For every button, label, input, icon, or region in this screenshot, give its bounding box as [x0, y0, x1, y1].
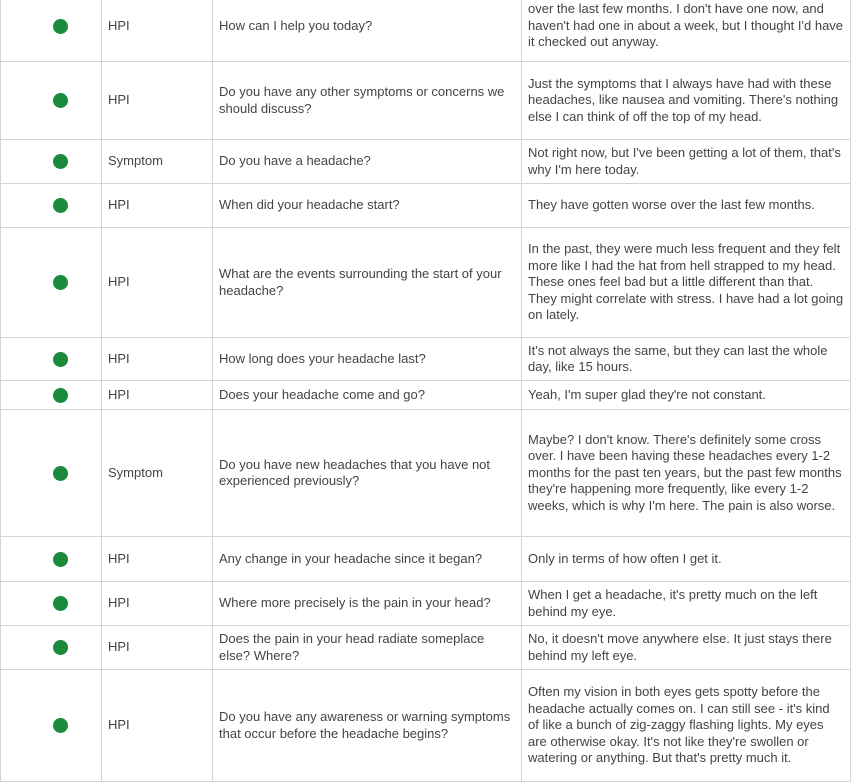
green-dot-icon: [53, 352, 68, 367]
table-row[interactable]: [1, 62, 851, 140]
category-cell: HPI: [102, 381, 213, 410]
table-row[interactable]: [1, 410, 851, 537]
category-cell: HPI: [102, 62, 213, 140]
green-dot-icon: [53, 640, 68, 655]
status-cell: [1, 410, 102, 537]
table-row[interactable]: [1, 626, 851, 670]
question-cell: Does your headache come and go?: [213, 381, 522, 410]
answer-cell: Maybe? I don't know. There's definitely some cross over. I have been having these headaches every 1-2 months for the past ten years, but the past few months they're happening more frequently, like every 1-2 weeks, which is why I'm here. The pain is also worse.: [522, 410, 851, 537]
category-cell: HPI: [102, 0, 213, 62]
green-dot-icon: [53, 596, 68, 611]
category-cell: Symptom: [102, 140, 213, 184]
answer-cell: Just the symptoms that I always have had with these headaches, like nausea and vomiting. There's nothing else I can think of off the top of my head.: [522, 62, 851, 140]
table-row[interactable]: [1, 140, 851, 184]
category-cell: HPI: [102, 582, 213, 626]
status-cell: [1, 140, 102, 184]
question-cell: What are the events surrounding the start of your headache?: [213, 228, 522, 338]
green-dot-icon: [53, 552, 68, 567]
table-row[interactable]: [1, 0, 851, 62]
table-row[interactable]: [1, 381, 851, 410]
status-cell: [1, 184, 102, 228]
table-row[interactable]: [1, 537, 851, 582]
question-cell: Does the pain in your head radiate someplace else? Where?: [213, 626, 522, 670]
green-dot-icon: [53, 275, 68, 290]
category-cell: HPI: [102, 670, 213, 782]
answer-cell: Not right now, but I've been getting a lot of them, that's why I'm here today.: [522, 140, 851, 184]
question-cell: Do you have new headaches that you have not experienced previously?: [213, 410, 522, 537]
category-cell: HPI: [102, 537, 213, 582]
question-cell: Do you have any other symptoms or concerns we should discuss?: [213, 62, 522, 140]
table-row[interactable]: [1, 184, 851, 228]
green-dot-icon: [53, 198, 68, 213]
question-cell: Where more precisely is the pain in your head?: [213, 582, 522, 626]
status-cell: [1, 0, 102, 62]
answer-cell: Yeah, I'm super glad they're not constant.: [522, 381, 851, 410]
question-cell: Do you have a headache?: [213, 140, 522, 184]
table-row[interactable]: [1, 228, 851, 338]
green-dot-icon: [53, 154, 68, 169]
question-cell: When did your headache start?: [213, 184, 522, 228]
green-dot-icon: [53, 19, 68, 34]
status-cell: [1, 582, 102, 626]
question-cell: How long does your headache last?: [213, 338, 522, 381]
category-cell: HPI: [102, 626, 213, 670]
status-cell: [1, 537, 102, 582]
green-dot-icon: [53, 718, 68, 733]
answer-cell: When I get a headache, it's pretty much on the left behind my eye.: [522, 582, 851, 626]
answer-cell: They have gotten worse over the last few months.: [522, 184, 851, 228]
status-cell: [1, 670, 102, 782]
answer-cell: over the last few months. I don't have one now, and haven't had one in about a week, but I thought I'd have it checked out anyway.: [522, 0, 851, 62]
category-cell: HPI: [102, 184, 213, 228]
page-margin: [851, 0, 864, 767]
question-cell: Any change in your headache since it began?: [213, 537, 522, 582]
status-cell: [1, 62, 102, 140]
answer-cell: It's not always the same, but they can last the whole day, like 15 hours.: [522, 338, 851, 381]
status-cell: [1, 381, 102, 410]
answer-cell: Only in terms of how often I get it.: [522, 537, 851, 582]
status-cell: [1, 626, 102, 670]
status-cell: [1, 228, 102, 338]
table-row[interactable]: [1, 670, 851, 782]
green-dot-icon: [53, 388, 68, 403]
question-cell: Do you have any awareness or warning symptoms that occur before the headache begins?: [213, 670, 522, 782]
status-cell: [1, 338, 102, 381]
green-dot-icon: [53, 466, 68, 481]
category-cell: HPI: [102, 338, 213, 381]
answer-cell: No, it doesn't move anywhere else. It just stays there behind my left eye.: [522, 626, 851, 670]
answer-cell: In the past, they were much less frequent and they felt more like I had the hat from hell strapped to my head. These ones feel bad but a little different than that. They might correlate with stress. I have had a lot going on lately.: [522, 228, 851, 338]
answer-cell: Often my vision in both eyes gets spotty before the headache actually comes on. I can still see - it's kind of like a bunch of zig-zaggy flashing lights. My eyes are otherwise okay. It's not like they're swollen or watering or anything. But that's pretty much it.: [522, 670, 851, 782]
question-cell: How can I help you today?: [213, 0, 522, 62]
table-row[interactable]: [1, 338, 851, 381]
table-row[interactable]: [1, 582, 851, 626]
green-dot-icon: [53, 93, 68, 108]
category-cell: HPI: [102, 228, 213, 338]
category-cell: Symptom: [102, 410, 213, 537]
